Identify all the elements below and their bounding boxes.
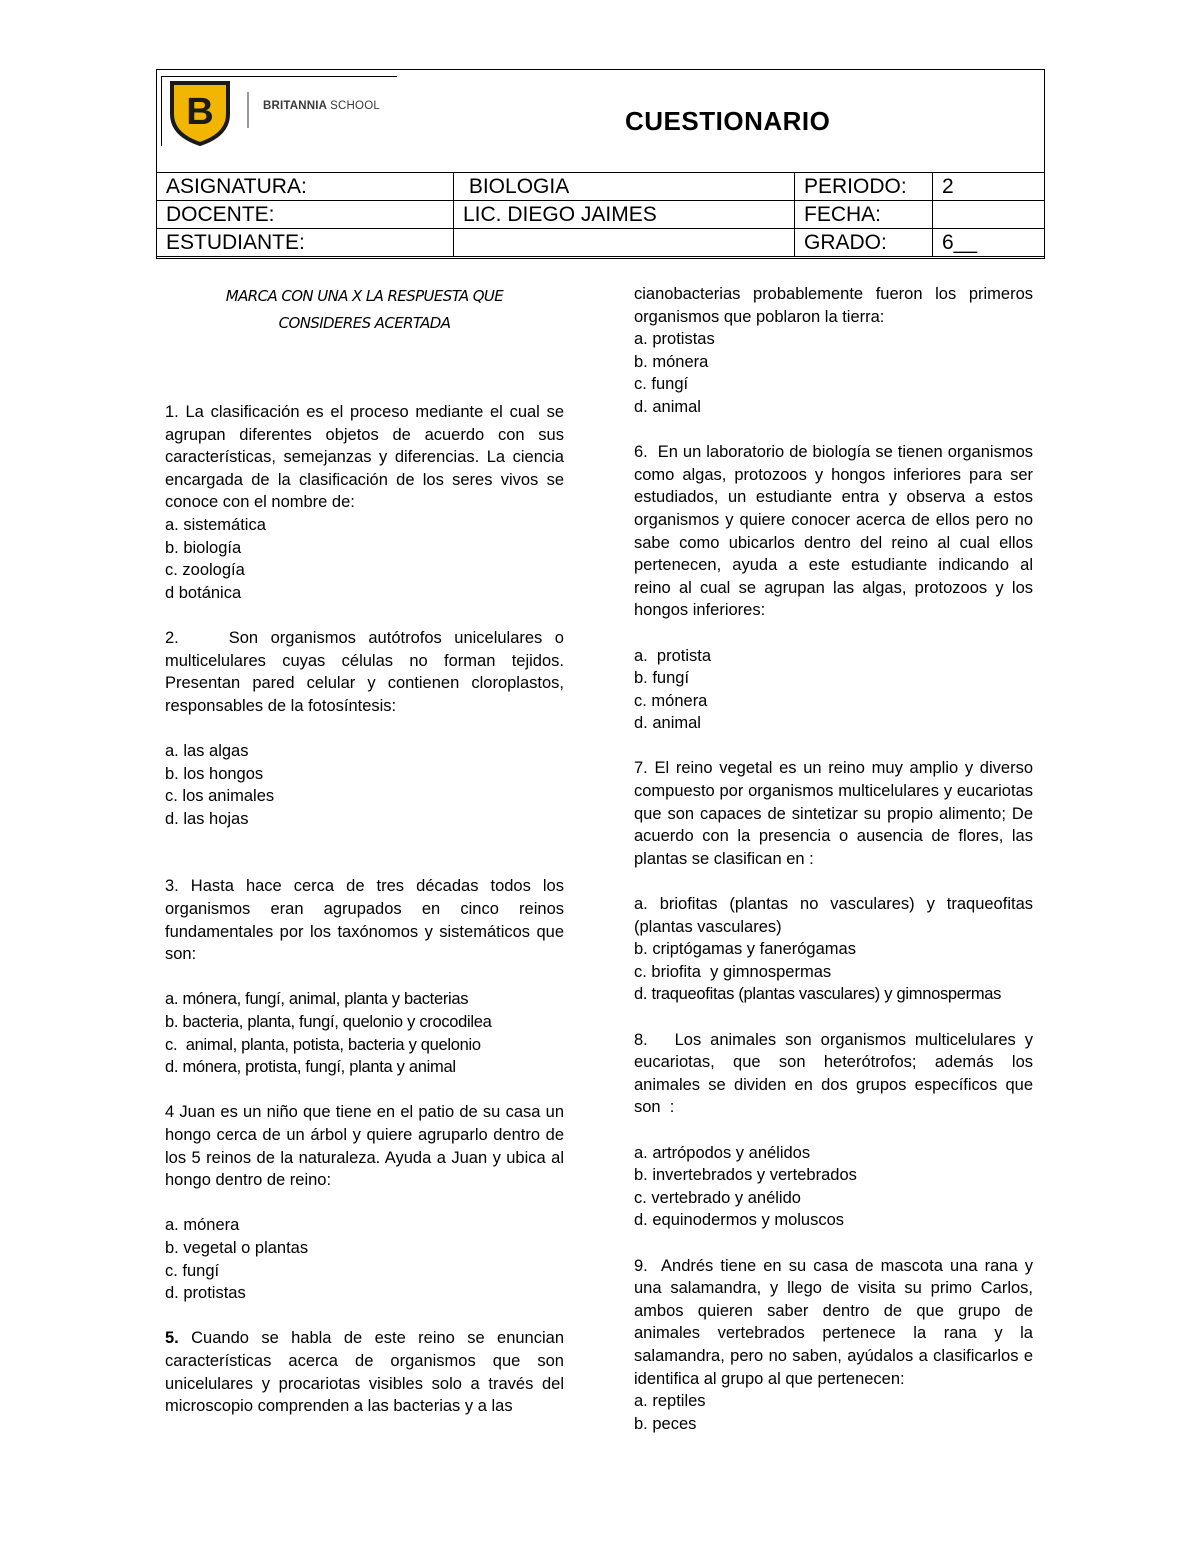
question-text: 4 Juan es un niño que tiene en el patio de su casa un hongo cerca de un árbol y quiere agruparlo dentro de los 5 reinos de la naturaleza. Ayuda a Juan y ubica al hongo dentro de reino:	[165, 1103, 564, 1190]
info-label: ASIGNATURA:	[157, 173, 454, 201]
option-c[interactable]: c. briofita y gimnospermas	[634, 962, 832, 981]
logo-frame-top	[161, 76, 397, 77]
question-6	[634, 441, 1038, 735]
question-1	[165, 401, 564, 604]
option-d[interactable]: d. traqueofitas (plantas vasculares) y gimnospermas	[634, 985, 1002, 1004]
question-text: 6. En un laboratorio de biología se tienen organismos como algas, protozoos y hongos inferiores para ser estudiados, un estudiante entra y observa a estos organismos y quiere conocer acerca de ellos pero no sabe como ubicarlos dentro del reino al cual ellos pertenecen, ayuda a este estudiante indicando al reino al cual se agrupan las algas, protozoos y los hongos inferiores:	[634, 443, 1038, 620]
logo-divider	[247, 92, 249, 128]
info-label: DOCENTE:	[157, 201, 454, 229]
info-row	[157, 201, 1045, 229]
info-value-2: 6__	[933, 229, 1045, 257]
option-b[interactable]: b. biología	[165, 538, 242, 557]
header-box	[156, 69, 1045, 259]
info-label-2: PERIODO:	[795, 173, 933, 201]
instructions-line: CONSIDERES ACERTADA	[278, 314, 451, 332]
info-value: BIOLOGIA	[454, 173, 795, 201]
right-column	[634, 283, 1038, 1435]
option-b[interactable]: b. bacteria, planta, fungí, quelonio y crocodilea	[165, 1013, 492, 1032]
question-2	[165, 627, 569, 830]
option-c[interactable]: c. mónera	[634, 691, 708, 710]
option-a[interactable]: a. las algas	[165, 741, 249, 760]
option-b[interactable]: b. mónera	[634, 352, 709, 371]
date-field[interactable]	[933, 201, 1045, 229]
option-a[interactable]: a. protista	[634, 646, 712, 665]
instructions-line: MARCA CON UNA X LA RESPUESTA QUE	[225, 287, 504, 305]
question-text-left: Cuando se habla de este reino se enuncian características acerca de organismos que son unicelulares y procariotas visibles solo a través del microscopio comprenden a las bacterias y a las	[165, 1329, 564, 1416]
option-b[interactable]: b. peces	[634, 1414, 697, 1433]
option-a[interactable]: a. sistemática	[165, 515, 266, 534]
question-3	[165, 875, 564, 1078]
option-c[interactable]: c. los animales	[165, 787, 275, 806]
option-b[interactable]: b. los hongos	[165, 764, 264, 783]
option-d[interactable]: d. mónera, protista, fungí, planta y animal	[165, 1058, 456, 1077]
option-a[interactable]: a. mónera, fungí, animal, planta y bacterias	[165, 990, 469, 1009]
option-a[interactable]: a. protistas	[634, 330, 715, 349]
logo-letter: B	[186, 91, 214, 133]
question-text: 3. Hasta hace cerca de tres décadas todos los organismos eran agrupados en cinco reinos fundamentales por los taxónomos y sistemáticos que son:	[165, 877, 564, 964]
question-text: 7. El reino vegetal es un reino muy amplio y diverso compuesto por organismos multicelulares y eucariotas que son capaces de sintetizar su propio alimento; De acuerdo con la presencia o ausencia de flores, las plantas se clasifican en :	[634, 759, 1033, 868]
info-row	[157, 229, 1045, 257]
question-text	[165, 1327, 564, 1417]
info-value-2: 2	[933, 173, 1045, 201]
option-b[interactable]: b. criptógamas y fanerógamas	[634, 940, 856, 959]
info-label-2: FECHA:	[795, 201, 933, 229]
document-title: CUESTIONARIO	[625, 106, 831, 136]
left-column	[165, 283, 569, 1418]
question-text-right: cianobacterias probablemente fueron los primeros organismos que poblaron la tierra:	[634, 285, 1033, 326]
question-text: 1. La clasificación es el proceso mediante el cual se agrupan diferentes objetos de acuerdo con sus características, semejanzas y diferencias. La ciencia encargada de la clasificación de los seres vivos se conoce con el nombre de:	[165, 403, 564, 512]
instructions	[165, 283, 564, 337]
option-b[interactable]: b. invertebrados y vertebrados	[634, 1166, 857, 1185]
option-a[interactable]: a. reptiles	[634, 1392, 706, 1411]
option-d[interactable]: d. las hojas	[165, 809, 249, 828]
question-number: 5.	[165, 1329, 179, 1348]
option-c[interactable]: c. animal, planta, potista, bacteria y quelonio	[165, 1035, 481, 1054]
option-c[interactable]: c. fungí	[634, 375, 689, 394]
question-4	[165, 1101, 564, 1304]
shield-logo-icon	[169, 80, 231, 146]
student-name-field[interactable]	[454, 229, 795, 257]
option-c[interactable]: c. vertebrado y anélido	[634, 1188, 801, 1207]
logo-frame-left	[161, 76, 162, 146]
option-a[interactable]: a. briofitas (plantas no vasculares) y traqueofitas (plantas vasculares)	[634, 895, 1033, 936]
option-d[interactable]: d. equinodermos y moluscos	[634, 1211, 845, 1230]
option-c[interactable]: c. zoología	[165, 561, 245, 580]
option-c[interactable]: c. fungí	[165, 1261, 220, 1280]
question-text: 8. Los animales son organismos multicelulares y eucariotas, que son heterótrofos; además los animales se dividen en dos grupos específicos que son :	[634, 1030, 1038, 1117]
option-d[interactable]: d. protistas	[165, 1284, 246, 1303]
school-logo	[161, 74, 397, 169]
option-d[interactable]: d. animal	[634, 397, 701, 416]
brand-name	[263, 100, 380, 112]
question-text: 2. Son organismos autótrofos unicelulares o multicelulares cuyas células no forman tejidos. Presentan pared celular y contienen cloroplastos, responsables de la fotosíntesis:	[165, 628, 569, 715]
option-a[interactable]: a. artrópodos y anélidos	[634, 1143, 811, 1162]
question-5-continued	[634, 283, 1033, 419]
info-row	[157, 173, 1045, 201]
info-table	[156, 172, 1045, 257]
question-text: 9. Andrés tiene en su casa de mascota una rana y una salamandra, y llego de visita su primo Carlos, ambos quieren saber dentro de que grupo de animales vertebrados pertenece la rana y la salamandra, pero no saben, ayúdalos a clasificarlos e identifica al grupo al que pertenecen:	[634, 1256, 1038, 1388]
option-d[interactable]: d. animal	[634, 714, 701, 733]
brand-bold: BRITANNIA	[263, 100, 327, 112]
info-label-2: GRADO:	[795, 229, 933, 257]
question-9	[634, 1255, 1038, 1436]
question-7	[634, 757, 1033, 1006]
info-value: LIC. DIEGO JAIMES	[454, 201, 795, 229]
brand-light: SCHOOL	[330, 100, 380, 112]
option-a[interactable]: a. mónera	[165, 1216, 240, 1235]
option-b[interactable]: b. vegetal o plantas	[165, 1238, 309, 1257]
info-label: ESTUDIANTE:	[157, 229, 454, 257]
question-5-start	[165, 1327, 564, 1417]
question-8	[634, 1029, 1038, 1232]
option-b[interactable]: b. fungí	[634, 669, 690, 688]
option-d[interactable]: d botánica	[165, 583, 242, 602]
